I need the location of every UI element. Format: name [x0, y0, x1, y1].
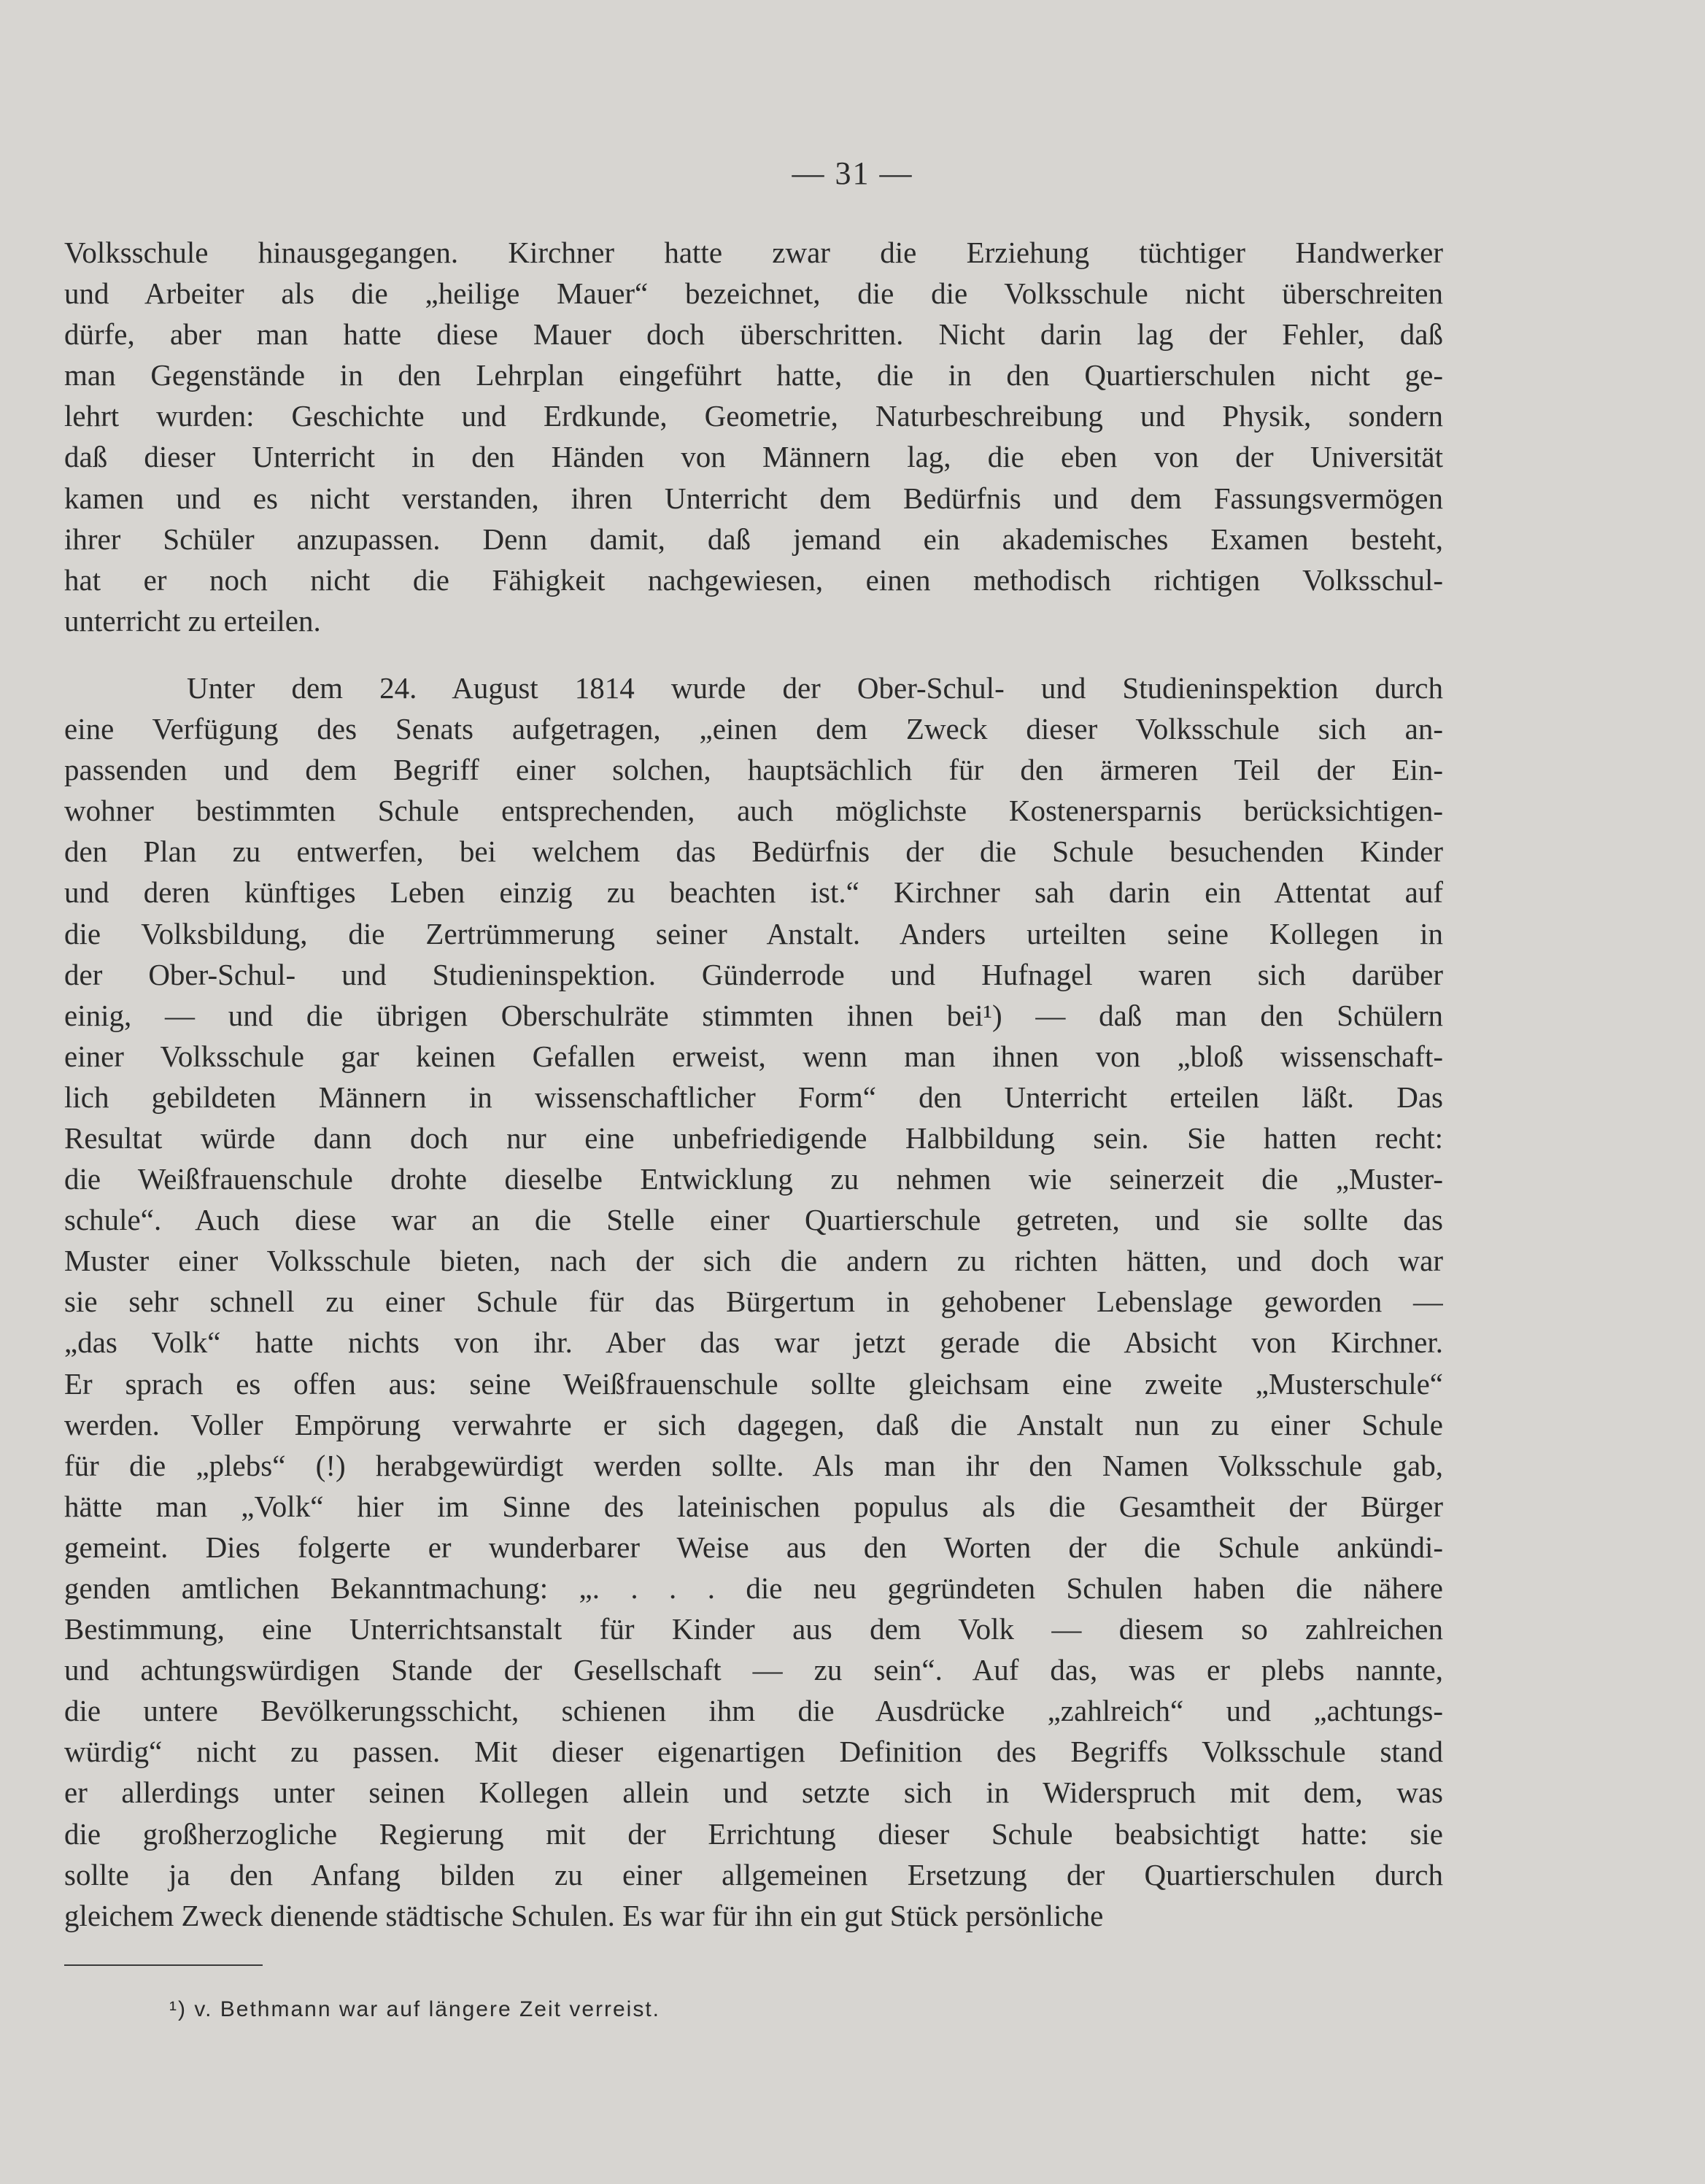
text-line: die Weißfrauenschule drohte dieselbe Entwicklung zu nehmen wie seinerzeit die „Muster-: [64, 1162, 1443, 1196]
text-line: „das Volk“ hatte nichts von ihr. Aber das war jetzt gerade die Absicht von Kirchner.: [64, 1325, 1443, 1360]
text-line: gleichem Zweck dienende städtische Schulen. Es war für ihn ein gut Stück persönliche: [64, 1898, 1104, 1932]
text-line: Unter dem 24. August 1814 wurde der Ober-Schul- und Studieninspektion durch: [187, 670, 1443, 705]
text-line: werden. Voller Empörung verwahrte er sich dagegen, daß die Anstalt nun zu einer Schule: [64, 1407, 1443, 1441]
text-line: und achtungswürdigen Stande der Gesellschaft — zu sein“. Auf das, was er plebs nannte,: [64, 1653, 1443, 1687]
text-line: kamen und es nicht verstanden, ihren Unterricht dem Bedürfnis und dem Fassungsvermögen: [64, 481, 1443, 515]
text-line: Er sprach es offen aus: seine Weißfrauenschule sollte gleichsam eine zweite „Musterschule“: [64, 1366, 1443, 1401]
text-line: lehrt wurden: Geschichte und Erdkunde, Geometrie, Naturbeschreibung und Physik, sondern: [64, 399, 1443, 433]
page-number: — 31 —: [792, 155, 913, 191]
text-line: würdig“ nicht zu passen. Mit dieser eigenartigen Definition des Begriffs Volksschule stand: [64, 1735, 1443, 1769]
text-line: und deren künftiges Leben einzig zu beachten ist.“ Kirchner sah darin ein Attentat auf: [64, 875, 1443, 910]
text-line: Resultat würde dann doch nur eine unbefriedigende Halbbildung sein. Sie hatten recht:: [64, 1120, 1443, 1155]
text-line: die untere Bevölkerungsschicht, schienen ihm die Ausdrücke „zahlreich“ und „achtungs-: [64, 1694, 1443, 1728]
body-text: [64, 232, 1443, 1936]
text-line: ihrer Schüler anzupassen. Denn damit, daß jemand ein akademisches Examen besteht,: [64, 522, 1443, 556]
paragraph-gap: [64, 641, 1443, 667]
text-line: passenden und dem Begriff einer solchen, hauptsächlich für den ärmeren Teil der Ein-: [64, 753, 1443, 787]
text-line: lich gebildeten Männern in wissenschaftlicher Form“ den Unterricht erteilen läßt. Das: [64, 1080, 1443, 1114]
text-line: gemeint. Dies folgerte er wunderbarer Weise aus den Worten der die Schule ankündi-: [64, 1530, 1443, 1564]
text-line: er allerdings unter seinen Kollegen allein und setzte sich in Widerspruch mit dem, was: [64, 1776, 1443, 1810]
text-line: Bestimmung, eine Unterrichtsanstalt für Kinder aus dem Volk — diesem so zahlreichen: [64, 1612, 1443, 1646]
text-line: genden amtlichen Bekanntmachung: „. . . . die neu gegründeten Schulen haben die nähere: [64, 1571, 1443, 1605]
text-line: sollte ja den Anfang bilden zu einer allgemeinen Ersetzung der Quartierschulen durch: [64, 1857, 1443, 1891]
text-line: sie sehr schnell zu einer Schule für das Bürgertum in gehobener Lebenslage geworden —: [64, 1285, 1443, 1319]
text-line: für die „plebs“ (!) herabgewürdigt werden sollte. Als man ihr den Namen Volksschule gab,: [64, 1448, 1443, 1482]
text-line: unterricht zu erteilen.: [64, 603, 321, 638]
text-line: den Plan zu entwerfen, bei welchem das Bedürfnis der die Schule besuchenden Kinder: [64, 835, 1443, 869]
text-line: hätte man „Volk“ hier im Sinne des lateinischen populus als die Gesamtheit der Bürger: [64, 1489, 1443, 1523]
paragraph: [64, 667, 1443, 1936]
text-line: die großherzogliche Regierung mit der Errichtung dieser Schule beabsichtigt hatte: sie: [64, 1816, 1443, 1851]
text-line: einig, — und die übrigen Oberschulräte stimmten ihnen bei¹) — daß man den Schülern: [64, 998, 1443, 1032]
text-line: Muster einer Volksschule bieten, nach der sich die andern zu richten hätten, und doch war: [64, 1244, 1443, 1278]
footnote-divider: [64, 1964, 263, 1966]
text-line: und Arbeiter als die „heilige Mauer“ bezeichnet, die die Volksschule nicht überschreiten: [64, 276, 1443, 311]
footnote: ¹) v. Bethmann war auf längere Zeit verreist.: [169, 1997, 661, 2021]
text-line: hat er noch nicht die Fähigkeit nachgewiesen, einen methodisch richtigen Volksschul-: [64, 562, 1443, 597]
paragraph: [64, 232, 1443, 641]
text-line: man Gegenstände in den Lehrplan eingeführt hatte, die in den Quartierschulen nicht ge-: [64, 358, 1443, 392]
text-line: der Ober-Schul- und Studieninspektion. Günderrode und Hufnagel waren sich darüber: [64, 957, 1443, 991]
text-line: Volksschule hinausgegangen. Kirchner hatte zwar die Erziehung tüchtiger Handwerker: [64, 236, 1443, 269]
text-line: wohner bestimmten Schule entsprechenden, auch möglichste Kostenersparnis berücksichtigen-: [64, 794, 1443, 828]
text-line: schule“. Auch diese war an die Stelle einer Quartierschule getreten, und sie sollte das: [64, 1203, 1443, 1237]
text-line: eine Verfügung des Senats aufgetragen, „einen dem Zweck dieser Volksschule sich an-: [64, 712, 1443, 746]
text-line: die Volksbildung, die Zertrümmerung seiner Anstalt. Anders urteilten seine Kollegen in: [64, 916, 1443, 950]
text-line: dürfe, aber man hatte diese Mauer doch überschritten. Nicht darin lag der Fehler, daß: [64, 317, 1443, 352]
text-line: einer Volksschule gar keinen Gefallen erweist, wenn man ihnen von „bloß wissenschaft-: [64, 1039, 1443, 1073]
text-line: daß dieser Unterricht in den Händen von Männern lag, die eben von der Universität: [64, 440, 1443, 474]
